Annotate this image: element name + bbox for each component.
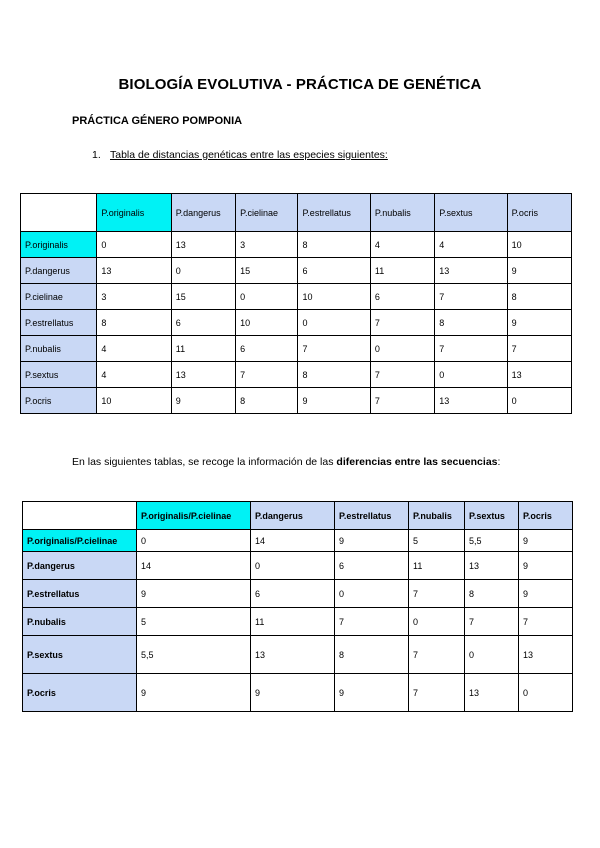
distance-table — [20, 193, 572, 414]
table-row — [21, 362, 572, 388]
table-cell: 8 — [435, 310, 507, 336]
table-cell: 6 — [298, 258, 370, 284]
table-cell: 0 — [251, 552, 335, 580]
table-cell: 7 — [409, 580, 465, 608]
header-row — [21, 194, 572, 232]
table-cell: 13 — [97, 258, 171, 284]
column-header: P.ocris — [507, 194, 571, 232]
table-cell: 9 — [519, 530, 573, 552]
table-cell: 5 — [137, 608, 251, 636]
table-row — [23, 580, 573, 608]
intro-text-start: En las siguientes tablas, se recoge la información de las — [72, 456, 337, 468]
row-header: P.sextus — [23, 636, 137, 674]
row-header: P.cielinae — [21, 284, 97, 310]
column-header: P.sextus — [435, 194, 507, 232]
table-cell: 11 — [251, 608, 335, 636]
table-row — [21, 336, 572, 362]
table-cell: 9 — [171, 388, 235, 414]
table-cell: 4 — [97, 336, 171, 362]
corner-cell — [21, 194, 97, 232]
column-header: P.ocris — [519, 502, 573, 530]
table-cell: 13 — [507, 362, 571, 388]
table-cell: 9 — [137, 674, 251, 712]
table-cell: 0 — [519, 674, 573, 712]
table-cell: 0 — [137, 530, 251, 552]
column-header: P.dangerus — [251, 502, 335, 530]
row-header: P.nubalis — [23, 608, 137, 636]
row-header: P.ocris — [23, 674, 137, 712]
table-cell: 9 — [335, 530, 409, 552]
row-header: P.estrellatus — [21, 310, 97, 336]
table-cell: 9 — [137, 580, 251, 608]
table-cell: 5 — [409, 530, 465, 552]
table-cell: 0 — [236, 284, 298, 310]
table-cell: 7 — [370, 388, 434, 414]
table-cell: 13 — [251, 636, 335, 674]
table-cell: 6 — [370, 284, 434, 310]
row-header: P.sextus — [21, 362, 97, 388]
table-cell: 7 — [409, 674, 465, 712]
table-cell: 13 — [465, 552, 519, 580]
table-cell: 15 — [236, 258, 298, 284]
table-cell: 7 — [507, 336, 571, 362]
row-header: P.originalis/P.cielinae — [23, 530, 137, 552]
table-cell: 9 — [519, 580, 573, 608]
table-cell: 11 — [409, 552, 465, 580]
table-cell: 8 — [507, 284, 571, 310]
table-row — [23, 552, 573, 580]
table-cell: 7 — [370, 362, 434, 388]
table-cell: 13 — [435, 388, 507, 414]
table-cell: 0 — [507, 388, 571, 414]
table-cell: 0 — [435, 362, 507, 388]
table-cell: 9 — [507, 310, 571, 336]
table-cell: 0 — [97, 232, 171, 258]
row-header: P.nubalis — [21, 336, 97, 362]
row-header: P.dangerus — [21, 258, 97, 284]
column-header: P.cielinae — [236, 194, 298, 232]
table-cell: 13 — [465, 674, 519, 712]
table-cell: 8 — [236, 388, 298, 414]
table-row — [21, 284, 572, 310]
column-header: P.nubalis — [370, 194, 434, 232]
column-header: P.dangerus — [171, 194, 235, 232]
column-header: P.estrellatus — [298, 194, 370, 232]
table-cell: 5,5 — [137, 636, 251, 674]
table-row — [23, 608, 573, 636]
table-cell: 11 — [370, 258, 434, 284]
table-cell: 14 — [251, 530, 335, 552]
table-cell: 7 — [370, 310, 434, 336]
table-row — [23, 674, 573, 712]
column-header: P.originalis — [97, 194, 171, 232]
table-cell: 7 — [465, 608, 519, 636]
differences-table — [22, 501, 573, 712]
table-cell: 0 — [370, 336, 434, 362]
table-cell: 9 — [298, 388, 370, 414]
table-cell: 10 — [97, 388, 171, 414]
row-header: P.estrellatus — [23, 580, 137, 608]
row-header: P.dangerus — [23, 552, 137, 580]
table-cell: 3 — [236, 232, 298, 258]
table-cell: 10 — [507, 232, 571, 258]
table-cell: 0 — [171, 258, 235, 284]
list-item-number: 1. — [92, 149, 101, 161]
section-subtitle: PRÁCTICA GÉNERO POMPONIA — [72, 115, 243, 127]
table-cell: 0 — [409, 608, 465, 636]
intro-text-end: : — [497, 456, 501, 468]
table-row — [21, 310, 572, 336]
table-cell: 8 — [465, 580, 519, 608]
column-header: P.sextus — [465, 502, 519, 530]
table-row — [21, 258, 572, 284]
table-cell: 8 — [97, 310, 171, 336]
column-header: P.originalis/P.cielinae — [137, 502, 251, 530]
table-cell: 7 — [435, 284, 507, 310]
table-cell: 11 — [171, 336, 235, 362]
table-cell: 4 — [435, 232, 507, 258]
table-row — [21, 232, 572, 258]
table-cell: 6 — [335, 552, 409, 580]
table-cell: 5,5 — [465, 530, 519, 552]
table-cell: 8 — [298, 232, 370, 258]
table-cell: 6 — [251, 580, 335, 608]
table-cell: 8 — [298, 362, 370, 388]
table-cell: 15 — [171, 284, 235, 310]
table-cell: 7 — [519, 608, 573, 636]
table-cell: 13 — [171, 362, 235, 388]
table-cell: 9 — [335, 674, 409, 712]
table-cell: 9 — [519, 552, 573, 580]
row-header: P.ocris — [21, 388, 97, 414]
table-cell: 7 — [236, 362, 298, 388]
table-cell: 0 — [465, 636, 519, 674]
table-cell: 9 — [507, 258, 571, 284]
column-header: P.estrellatus — [335, 502, 409, 530]
table-cell: 6 — [171, 310, 235, 336]
list-item-1 — [92, 149, 388, 161]
table-cell: 8 — [335, 636, 409, 674]
page-title: BIOLOGÍA EVOLUTIVA - PRÁCTICA DE GENÉTICA — [118, 76, 482, 93]
table-cell: 13 — [519, 636, 573, 674]
header-row — [23, 502, 573, 530]
column-header: P.nubalis — [409, 502, 465, 530]
intro-paragraph — [72, 456, 500, 468]
table-cell: 7 — [409, 636, 465, 674]
table-cell: 7 — [335, 608, 409, 636]
table-cell: 13 — [435, 258, 507, 284]
table-row — [21, 388, 572, 414]
table-cell: 14 — [137, 552, 251, 580]
list-item-text: Tabla de distancias genéticas entre las especies siguientes: — [110, 149, 388, 161]
table-cell: 3 — [97, 284, 171, 310]
table-cell: 7 — [298, 336, 370, 362]
intro-text-bold: diferencias entre las secuencias — [336, 456, 498, 468]
corner-cell — [23, 502, 137, 530]
table-cell: 10 — [298, 284, 370, 310]
table-row — [23, 530, 573, 552]
table-row — [23, 636, 573, 674]
table-cell: 0 — [335, 580, 409, 608]
table-cell: 4 — [97, 362, 171, 388]
table-cell: 10 — [236, 310, 298, 336]
table-cell: 0 — [298, 310, 370, 336]
table-cell: 7 — [435, 336, 507, 362]
table-cell: 9 — [251, 674, 335, 712]
table-cell: 4 — [370, 232, 434, 258]
table-cell: 13 — [171, 232, 235, 258]
row-header: P.originalis — [21, 232, 97, 258]
table-cell: 6 — [236, 336, 298, 362]
